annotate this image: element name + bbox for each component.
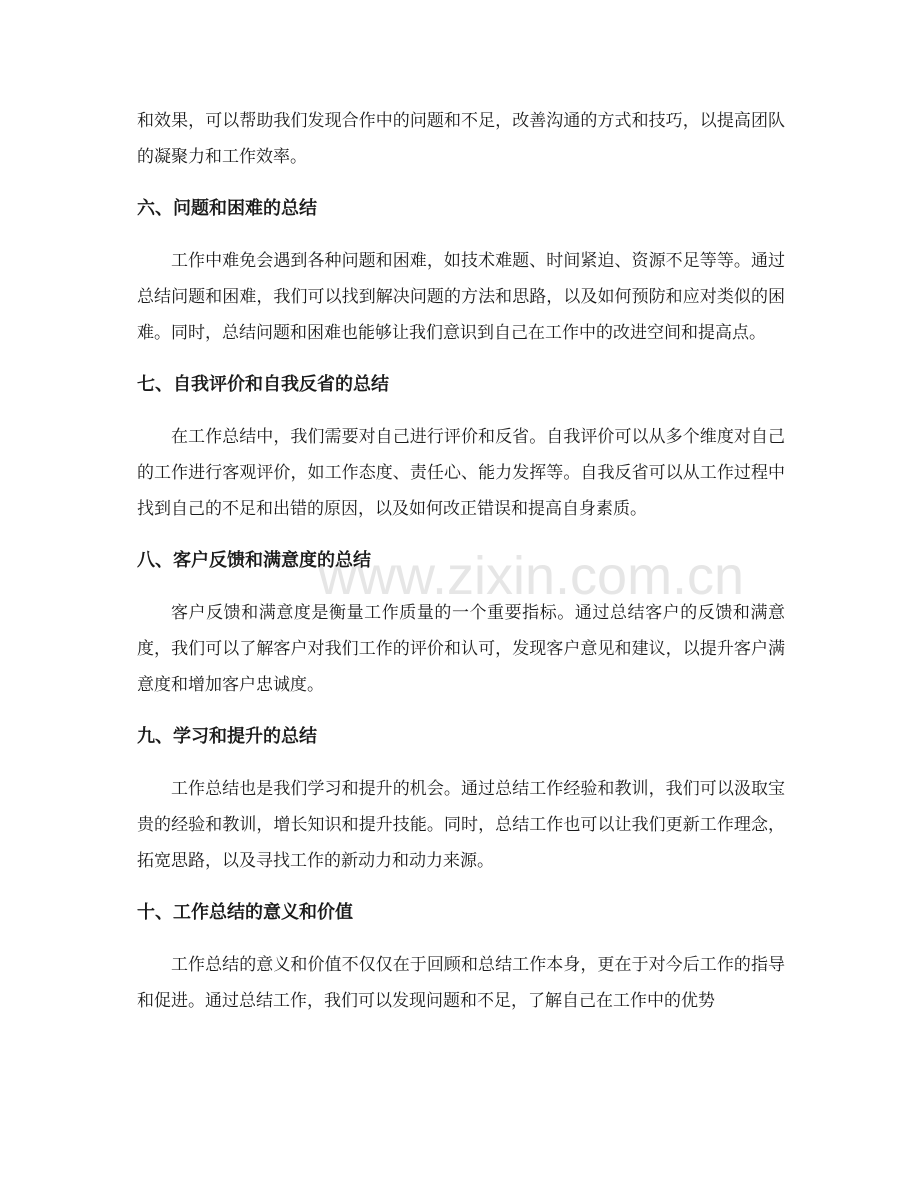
section-heading-7: 七、自我评价和自我反省的总结 — [137, 374, 389, 395]
paragraph-section-10: 工作总结的意义和价值不仅仅在于回顾和总结工作本身，更在于对今后工作的指导和促进。通过总结工作，我们可以发现问题和不足，了解自己在工作中的优势 — [137, 955, 785, 1011]
paragraph-section-7: 在工作总结中，我们需要对自己进行评价和反省。自我评价可以从多个维度对自己的工作进行客观评价，如工作态度、责任心、能力发挥等。自我反省可以从工作过程中找到自己的不足和出错的原因，以及如何改正错误和提高自身素质。 — [137, 427, 785, 519]
paragraph-section-9: 工作总结也是我们学习和提升的机会。通过总结工作经验和教训，我们可以汲取宝贵的经验和教训，增长知识和提升技能。同时，总结工作也可以让我们更新工作理念，拓宽思路，以及寻找工作的新动力和动力来源。 — [137, 779, 785, 871]
watermark: www.zixin.com.cn — [318, 546, 745, 606]
section-heading-9: 九、学习和提升的总结 — [137, 726, 317, 747]
paragraph-continued: 和效果，可以帮助我们发现合作中的问题和不足，改善沟通的方式和技巧，以提高团队的凝聚力和工作效率。 — [137, 111, 785, 167]
section-heading-10: 十、工作总结的意义和价值 — [137, 902, 353, 923]
section-heading-8: 八、客户反馈和满意度的总结 — [137, 550, 371, 571]
section-heading-6: 六、问题和困难的总结 — [137, 198, 317, 219]
paragraph-section-8: 客户反馈和满意度是衡量工作质量的一个重要指标。通过总结客户的反馈和满意度，我们可以了解客户对我们工作的评价和认可，发现客户意见和建议，以提升客户满意度和增加客户忠诚度。 — [137, 603, 785, 695]
paragraph-section-6: 工作中难免会遇到各种问题和困难，如技术难题、时间紧迫、资源不足等等。通过总结问题和困难，我们可以找到解决问题的方法和思路，以及如何预防和应对类似的困难。同时，总结问题和困难也能够让我们意识到自己在工作中的改进空间和提高点。 — [137, 251, 785, 343]
document-body — [137, 103, 785, 1019]
